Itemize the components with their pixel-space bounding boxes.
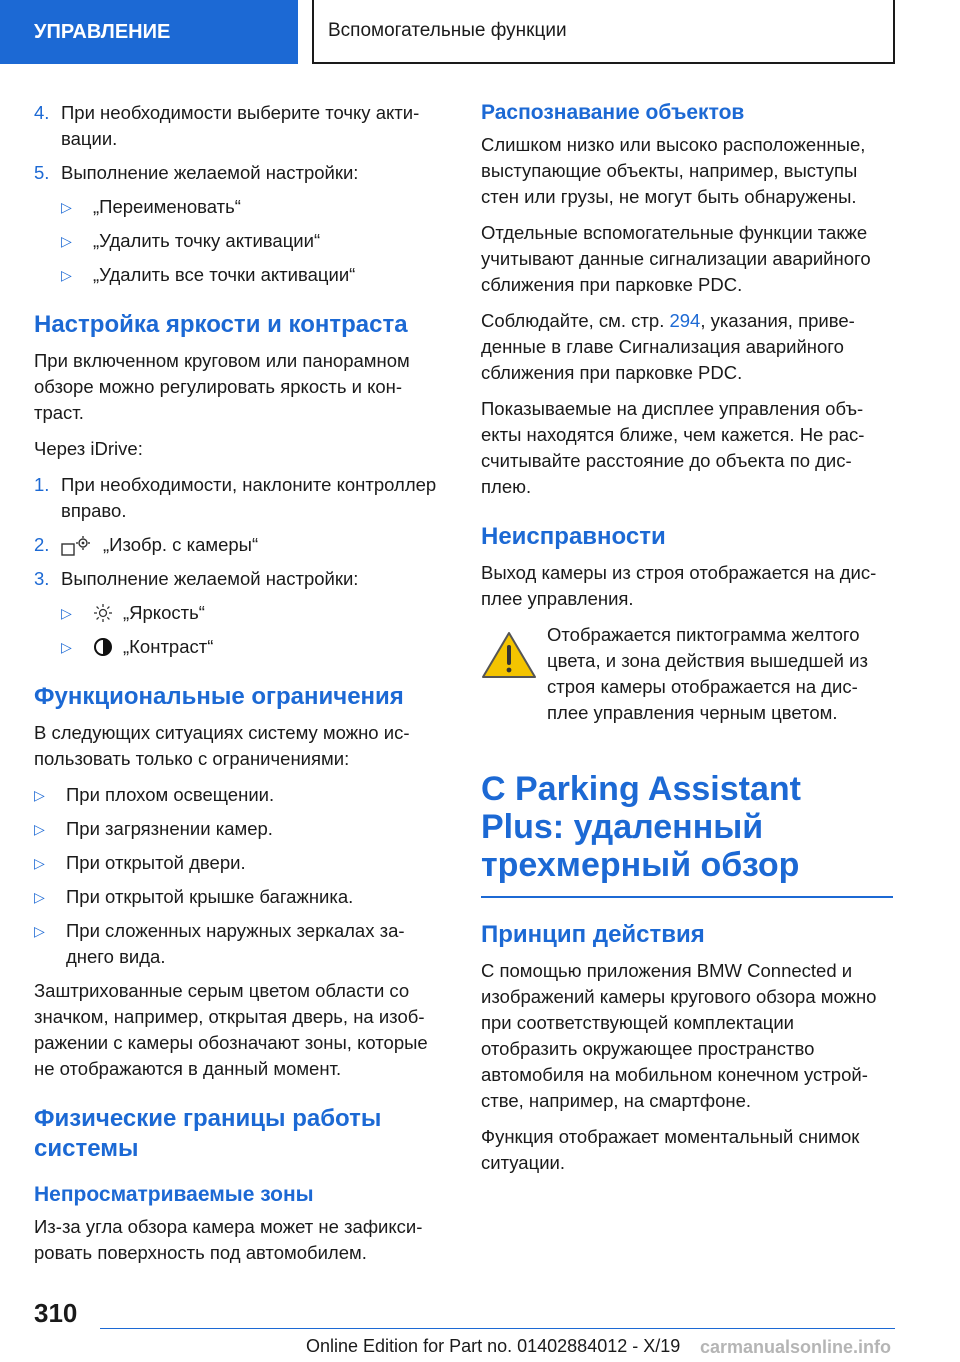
step-number: 2. xyxy=(34,534,50,555)
step-number: 3. xyxy=(34,568,50,589)
sub-item xyxy=(61,262,448,288)
heading-physical-limits: Физические границы работы системы xyxy=(34,1105,382,1162)
warning-triangle-icon xyxy=(481,630,537,680)
footer-edition: Online Edition for Part no. 01402884012 - X/19 xyxy=(306,1336,681,1356)
heading-brightness: Настройка яркости и контраста xyxy=(34,311,408,338)
list-text: При загрязнении камер. xyxy=(66,818,273,839)
step-text: „Изобр. с камеры“ xyxy=(103,534,259,555)
paragraph: Отдельные вспомогательные функции также учитывают данные сигнализации аварийного сближения при парковке PDC. xyxy=(481,222,871,295)
list-text: При сложенных наружных зеркалах за-днего вида. xyxy=(66,920,405,967)
step-item xyxy=(34,100,448,152)
list-text: При плохом освещении. xyxy=(66,784,275,805)
header-section: УПРАВЛЕНИЕ xyxy=(0,0,298,64)
paragraph: Функция отображает моментальный снимок ситуации. xyxy=(481,1126,860,1173)
heading-limits: Функциональные ограничения xyxy=(34,683,404,710)
list-item xyxy=(34,884,448,910)
footer-divider xyxy=(100,1328,895,1329)
left-column xyxy=(34,100,448,1276)
step-item xyxy=(34,566,448,592)
right-column xyxy=(481,100,893,1186)
text-run: Соблюдайте, см. стр. xyxy=(481,310,665,331)
paragraph: Выход камеры из строя отображается на дис-плее управления. xyxy=(481,562,877,609)
list-text: При открытой крышке багажника. xyxy=(66,886,354,907)
triangle-bullet-icon: ▷ xyxy=(61,199,72,215)
step-text: При необходимости выберите точку акти-вации. xyxy=(61,102,420,149)
list-text: При открытой двери. xyxy=(66,852,246,873)
heading-invisible-zones: Непросматриваемые зоны xyxy=(34,1183,314,1206)
list-item xyxy=(34,816,448,842)
paragraph: В следующих ситуациях систему можно ис-пользовать только с ограничениями: xyxy=(34,722,410,769)
list-item xyxy=(34,782,448,808)
step-number: 1. xyxy=(34,474,50,495)
paragraph: Через iDrive: xyxy=(34,438,143,459)
heading-faults: Неисправности xyxy=(481,523,666,550)
sub-text: „Удалить все точки активации“ xyxy=(93,264,356,285)
step-number: 4. xyxy=(34,102,50,123)
sub-text: „Удалить точку активации“ xyxy=(93,230,321,251)
sub-text: „Контраст“ xyxy=(123,636,214,657)
watermark: carmanualsonline.info xyxy=(700,1337,892,1357)
paragraph: Заштрихованные серым цветом области со значком, например, открытая дверь, на изоб-ражении с камеры обозначают зоны, которые не отображаются в данный момент. xyxy=(34,980,428,1079)
sub-item xyxy=(61,600,448,626)
triangle-bullet-icon: ▷ xyxy=(34,889,45,905)
heading-object-detection: Распознавание объектов xyxy=(481,101,745,124)
triangle-bullet-icon: ▷ xyxy=(61,267,72,283)
step-item xyxy=(34,160,448,186)
triangle-bullet-icon: ▷ xyxy=(61,605,72,621)
paragraph: При включенном круговом или панорамном обзоре можно регулировать яркость и кон-траст. xyxy=(34,350,410,423)
step-item xyxy=(34,532,448,558)
step-number: 5. xyxy=(34,162,50,183)
triangle-bullet-icon: ▷ xyxy=(34,923,45,939)
paragraph: Слишком низко или высоко расположенные, выступающие объекты, например, выступы стен или грузы, не могут быть обнаружены. xyxy=(481,134,866,207)
header-chapter: Вспомогательные функции xyxy=(312,0,895,64)
sub-text: „Яркость“ xyxy=(123,602,205,623)
step-text: Выполнение желаемой настройки: xyxy=(61,568,359,589)
list-item xyxy=(34,918,448,970)
triangle-bullet-icon: ▷ xyxy=(34,787,45,803)
paragraph: С помощью приложения BMW Connected и изображений камеры кругового обзора можно при соответствующей комплектации отобразить окружающее пространство автомобиля на мобильном конечном устрой-стве, например, на смартфоне. xyxy=(481,960,877,1111)
triangle-bullet-icon: ▷ xyxy=(34,855,45,871)
triangle-bullet-icon: ▷ xyxy=(61,639,72,655)
camera-settings-icon xyxy=(61,535,93,557)
brightness-icon xyxy=(93,603,113,623)
paragraph xyxy=(481,308,893,386)
page-link[interactable]: 294 xyxy=(669,310,701,331)
sub-item xyxy=(61,634,448,660)
page-number: 310 xyxy=(34,1298,78,1328)
warning-block xyxy=(481,622,893,736)
sub-text: „Переименовать“ xyxy=(93,196,241,217)
list-item xyxy=(34,850,448,876)
sub-item xyxy=(61,194,448,220)
contrast-icon xyxy=(93,637,113,657)
triangle-bullet-icon: ▷ xyxy=(34,821,45,837)
step-text: При необходимости, наклоните контроллер вправо. xyxy=(61,474,437,521)
paragraph: Показываемые на дисплее управления объ-екты находятся ближе, чем кажется. Не рас-считывайте расстояние до объекта по дис-плею. xyxy=(481,398,865,497)
triangle-bullet-icon: ▷ xyxy=(61,233,72,249)
heading-parking-assistant: C Parking Assistant Plus: удаленный трехмерный обзор xyxy=(481,770,893,898)
text-run: , указания, приве-денные в главе Сигнализация аварийного сближения при парковке PDC. xyxy=(481,310,855,383)
heading-principle: Принцип действия xyxy=(481,921,705,948)
paragraph: Из-за угла обзора камера может не зафикси-ровать поверхность под автомобилем. xyxy=(34,1216,423,1263)
step-text: Выполнение желаемой настройки: xyxy=(61,162,359,183)
warning-text: Отображается пиктограмма желтого цвета, и зона действия вышедшей из строя камеры отображается на дис-плее управления черным цветом. xyxy=(547,624,868,723)
sub-item xyxy=(61,228,448,254)
step-item xyxy=(34,472,448,524)
